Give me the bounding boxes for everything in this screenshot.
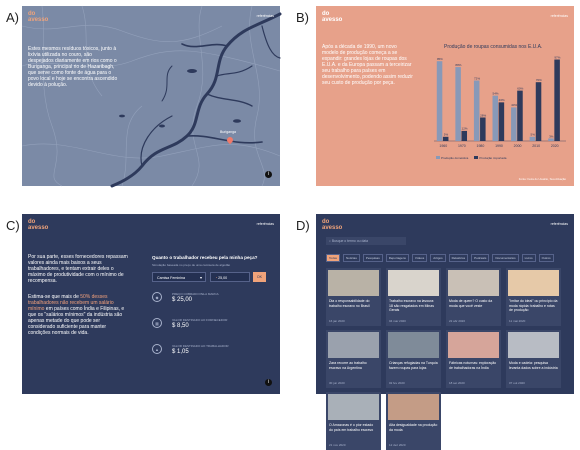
chart-source: Fonte: Feira do Usuário, Sua Ativação xyxy=(518,177,566,181)
article-date: 12 dez 2020 xyxy=(389,443,406,447)
bar-value-label: 88% xyxy=(455,62,462,67)
chart-title: Produção de roupas consumidas nos E.U.A. xyxy=(444,44,543,50)
x-tick-label: 2010 xyxy=(532,144,541,148)
factory-icon: ▦ xyxy=(152,318,162,328)
legend-domestic: Produção doméstica xyxy=(436,156,468,160)
article-date: 30 jun 2020 xyxy=(329,381,345,385)
logo[interactable]: do avesso xyxy=(28,219,49,231)
filter-chip[interactable]: Pesquisas xyxy=(363,254,383,262)
article-thumbnail xyxy=(328,270,379,296)
bar-domestic[interactable] xyxy=(511,107,517,141)
x-tick-label: 2000 xyxy=(513,144,522,148)
article-title: Zara recorre ao trabalho escravo na Argentina xyxy=(329,361,367,370)
bar-value-label: 95% xyxy=(436,57,443,61)
bar-value-label: 97% xyxy=(554,55,561,60)
panel-a-map xyxy=(22,6,280,186)
article-thumbnail xyxy=(388,270,439,296)
filter-chip[interactable]: Livros xyxy=(522,254,536,262)
article-thumbnail xyxy=(448,332,499,358)
article-title: Alta desigualdade na produção da moda xyxy=(389,423,438,432)
search-input[interactable]: ⌕ Busque o termo ou data xyxy=(326,237,406,245)
panel-d-library xyxy=(316,214,574,447)
article-date: 04 mar 2020 xyxy=(389,319,406,323)
pin-label: Buriganga xyxy=(220,130,236,134)
panel-c-para2: Estima-se que mais de 50% desses trabalhadores não recebem um salário mínimo em países como Índia e Filipinas, e que os "salários mínimos" da indústria são apenas metade do que pode ser considerado suficiente para manter condições normais de vida. xyxy=(28,294,125,336)
article-date: 11 mai 2020 xyxy=(509,319,526,323)
logo[interactable]: do avesso xyxy=(322,11,343,23)
bar-domestic[interactable] xyxy=(530,137,536,141)
references-link[interactable]: referências xyxy=(550,222,568,226)
search-icon: ⌕ xyxy=(329,239,331,243)
article-card[interactable] xyxy=(386,268,441,326)
panel-label-d: D) xyxy=(296,218,310,233)
article-thumbnail xyxy=(388,332,439,358)
article-title: Moda de quem? O custo da moda que você veste xyxy=(449,299,493,308)
x-tick-label: 1970 xyxy=(457,144,466,148)
panel-b-chart xyxy=(316,6,574,186)
article-date: 22 abr 2020 xyxy=(449,319,466,323)
article-title: Fábricas noturnas: exploração de trabalhadoras na Índia xyxy=(449,361,497,370)
filter-chip[interactable]: Vídeos xyxy=(412,254,427,262)
filter-chip[interactable]: Relatórios xyxy=(449,254,469,262)
price-input[interactable]: ◔ 25,00 xyxy=(210,272,250,282)
bar-value-label: 46% xyxy=(498,98,505,103)
article-date: 02 fev 2020 xyxy=(389,381,405,385)
bar-value-label: 5% xyxy=(530,132,535,137)
article-date: 18 set 2020 xyxy=(449,381,465,385)
article-card[interactable] xyxy=(326,392,381,450)
info-icon[interactable]: i xyxy=(265,171,272,178)
bar-domestic[interactable] xyxy=(455,67,461,141)
article-card[interactable] xyxy=(446,330,501,388)
bar-value-label: 5% xyxy=(443,132,449,137)
article-card[interactable] xyxy=(446,268,501,326)
article-title: Dia o responsabilidade do trabalho escravo no Brasil xyxy=(329,299,370,308)
logo[interactable]: do avesso xyxy=(322,219,343,231)
filter-chip[interactable]: Podcasts xyxy=(471,254,489,262)
bar-value-label: 54% xyxy=(492,91,499,96)
bar-value-label: 28% xyxy=(480,113,487,118)
calculator-question: Quanto o trabalhador recebeu pela minha peça? xyxy=(152,255,258,260)
article-title: Trabalho escravo na lavoura: 18 são resgatados em Minas Gerais xyxy=(389,299,435,312)
filter-chip[interactable]: Notícias xyxy=(343,254,360,262)
bar-domestic[interactable] xyxy=(437,61,443,141)
article-thumbnail xyxy=(388,394,439,420)
filter-chip[interactable]: Documentários xyxy=(492,254,518,262)
bar-value-label: 72% xyxy=(473,76,481,81)
bar-domestic[interactable] xyxy=(474,81,480,141)
bar-imported[interactable] xyxy=(499,102,505,141)
bar-value-label: 70% xyxy=(535,78,542,82)
panel-label-c: C) xyxy=(6,218,20,233)
article-title: Crianças refugiadas na Turquia fazem roupas para lojas xyxy=(389,361,438,370)
x-tick-label: 1980 xyxy=(476,144,485,148)
garment-select[interactable]: Camisa Feminina ▾ xyxy=(152,272,206,282)
article-card[interactable] xyxy=(386,392,441,450)
tag-icon: ◔ xyxy=(215,276,218,280)
bar-value-label: 12% xyxy=(461,126,468,131)
bar-domestic[interactable] xyxy=(493,96,499,141)
bar-imported[interactable] xyxy=(517,91,523,141)
calculator-hint: Simulação baseada no preço de uma camiseta de algodão xyxy=(152,263,231,267)
bar-imported[interactable] xyxy=(480,117,486,141)
worker-icon: ▲ xyxy=(152,344,162,354)
filter-bar xyxy=(326,254,566,262)
filter-chip[interactable]: Reportagens xyxy=(386,254,409,262)
x-tick-label: 2020 xyxy=(550,144,559,148)
x-tick-label: 1990 xyxy=(495,144,503,148)
logo[interactable]: do avesso xyxy=(28,11,49,23)
article-thumbnail xyxy=(328,332,379,358)
article-card[interactable] xyxy=(506,330,561,388)
filter-chip[interactable]: Todas xyxy=(326,254,340,262)
article-title: Moda e cadeia: pesquisa levanta dados sobre a indústria xyxy=(509,361,558,370)
shirt-icon: ◆ xyxy=(152,292,162,302)
bar-imported[interactable] xyxy=(536,82,542,141)
info-icon[interactable]: i xyxy=(265,379,272,386)
article-thumbnail xyxy=(508,332,559,358)
bar-imported[interactable] xyxy=(461,131,467,141)
chevron-down-icon: ▾ xyxy=(199,275,202,280)
bar-domestic[interactable] xyxy=(548,138,554,141)
filter-chip[interactable]: Artigos xyxy=(430,254,445,262)
article-thumbnail xyxy=(448,270,499,296)
references-link[interactable]: referências xyxy=(256,222,274,226)
panel-c-para1: Por sua parte, esses fornecedores repassam valores ainda mais baixos a seus trabalhadores, e tentam extrair deles o máximo de produtividade com o mínimo de recompensa. xyxy=(28,254,128,284)
panel-a-text: Estes mesmos resíduos tóxicos, junto à lixívia utilizada no couro, são despejados diariamente em rios como o Buriganga, principal rio de Hazaribagh, que serve como fonte de água para o povo local e hoje se encontra ascendido devido à polução. xyxy=(28,46,118,88)
ok-button[interactable]: OK xyxy=(253,272,266,282)
article-date: 21 nov 2020 xyxy=(329,443,346,447)
panel-label-a: A) xyxy=(6,10,19,25)
article-card[interactable] xyxy=(506,268,561,326)
bar-chart xyxy=(428,53,568,153)
filter-chip[interactable]: Outros xyxy=(539,254,554,262)
references-link[interactable]: referências xyxy=(550,14,568,18)
article-date: 16 jan 2020 xyxy=(329,319,345,323)
panel-label-b: B) xyxy=(296,10,309,25)
article-thumbnail xyxy=(328,394,379,420)
article-date: 07 out 2020 xyxy=(509,381,525,385)
panel-b-text: Após a década de 1990, um novo modelo de produção começa a se expandir: grandes lojas de roupas dos E.U.A. e da Europa passam a terceirizar seu trabalho para países em desenvolvimento, podendo assim reduzir seu custo de produção por peça. xyxy=(322,44,413,86)
article-card[interactable] xyxy=(386,330,441,388)
chart-legend xyxy=(436,156,506,160)
article-title: "Imitar do ideal" ou princípio da moda rápida: trabalho e rotas de produção xyxy=(509,299,558,312)
bar-value-label: 3% xyxy=(549,134,554,139)
legend-imported: Produção importada xyxy=(474,156,506,160)
river-map xyxy=(22,6,280,186)
bar-value-label: 60% xyxy=(517,86,524,91)
article-card[interactable] xyxy=(326,330,381,388)
x-tick-label: 1960 xyxy=(439,144,448,148)
article-card[interactable] xyxy=(326,268,381,326)
bar-value-label: 40% xyxy=(511,103,518,108)
bar-imported[interactable] xyxy=(554,60,560,141)
bar-imported[interactable] xyxy=(443,137,449,141)
panel-c-calculator: do avesso referências Por sua parte, esses fornecedores repassam valores ainda mais baixos a seus trabalhadores, e tentam extrair deles o máximo de produtividade com o mínimo de recompensa. Estima-se que mais de 50% desses trabalhadores não recebem um salário mínimo em países como Índia e Filipinas, e que os "salários mínimos" da indústria são apenas metade do que pode ser considerado suficiente para manter condições normais de vida. Quanto o trabalhador recebeu pela minha peça? Simulação baseada no preço de uma camiseta de algodão Camisa Feminina ▾ ◔ 25,00 OK ◆ PREÇO COBRADO PELA MARCA $ 25,00 ▦ VALOR DESTINADO AO FORNECEDOR $ 8,50 ▲ VALOR DESTINADO AO TRABALHADOR $ 1,05 i xyxy=(22,214,280,394)
article-thumbnail xyxy=(508,270,559,296)
references-link[interactable]: referências xyxy=(256,14,274,18)
article-title: O Amazonas é o pior estado do país em trabalho escravo xyxy=(329,423,374,432)
